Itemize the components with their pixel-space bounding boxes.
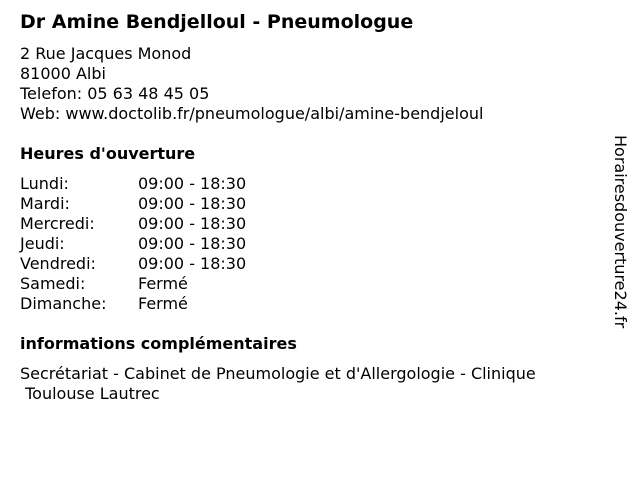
address-street: 2 Rue Jacques Monod <box>20 44 192 63</box>
hours-day: Jeudi: <box>20 234 65 253</box>
hours-time: Fermé <box>138 274 188 293</box>
additional-info-heading: informations complémentaires <box>20 334 297 353</box>
phone-number: Telefon: 05 63 48 45 05 <box>20 84 210 103</box>
page-title: Dr Amine Bendjelloul - Pneumologue <box>20 11 414 33</box>
hours-time: 09:00 - 18:30 <box>138 254 247 273</box>
hours-time: 09:00 - 18:30 <box>138 174 247 193</box>
hours-row-thursday <box>20 234 610 254</box>
hours-row-tuesday <box>20 194 610 214</box>
hours-time: 09:00 - 18:30 <box>138 234 247 253</box>
hours-row-friday <box>20 254 610 274</box>
website: Web: www.doctolib.fr/pneumologue/albi/amine-bendjeloul <box>20 104 484 123</box>
hours-time: 09:00 - 18:30 <box>138 194 247 213</box>
hours-time: 09:00 - 18:30 <box>138 214 247 233</box>
hours-row-saturday <box>20 274 610 294</box>
hours-day: Mardi: <box>20 194 70 213</box>
site-watermark: Horairesdouverture24.fr <box>611 135 630 329</box>
hours-day: Dimanche: <box>20 294 107 313</box>
hours-row-sunday <box>20 294 610 314</box>
hours-row-monday <box>20 174 610 194</box>
listing-content <box>20 10 610 404</box>
hours-row-wednesday <box>20 214 610 234</box>
additional-info-text: Secrétariat - Cabinet de Pneumologie et d'Allergologie - Clinique Toulouse Lautrec <box>20 364 536 403</box>
hours-day: Lundi: <box>20 174 69 193</box>
hours-time: Fermé <box>138 294 188 313</box>
hours-day: Vendredi: <box>20 254 96 273</box>
address-city: 81000 Albi <box>20 64 106 83</box>
hours-day: Mercredi: <box>20 214 95 233</box>
hours-day: Samedi: <box>20 274 86 293</box>
opening-hours-heading: Heures d'ouverture <box>20 144 196 163</box>
